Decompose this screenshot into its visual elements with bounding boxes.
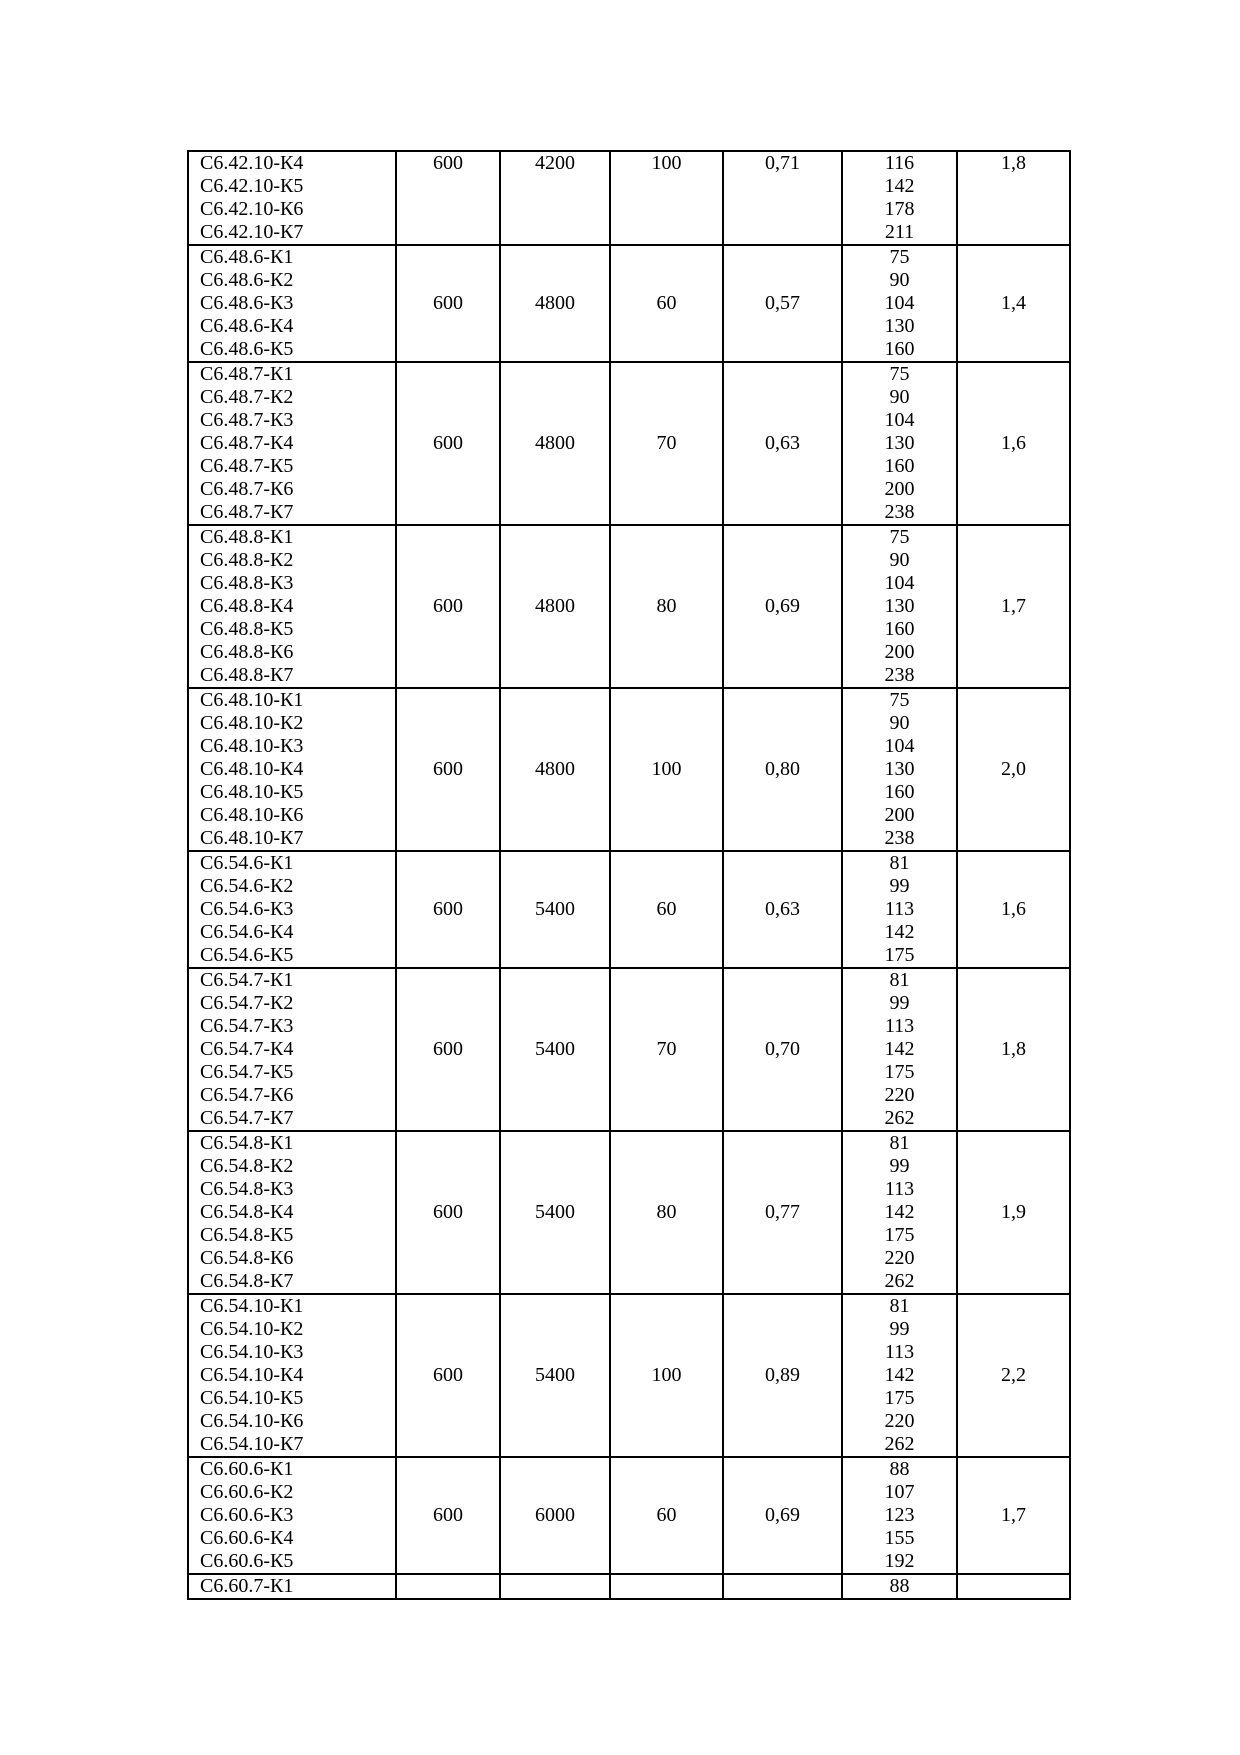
- mark-cell: [188, 525, 396, 688]
- volume-cell: [723, 1574, 842, 1599]
- load-cell: [842, 1574, 957, 1599]
- mass-cell: [957, 1574, 1070, 1599]
- width-cell: 600: [396, 245, 500, 362]
- table-row: [188, 968, 1070, 1131]
- load-cell: [842, 362, 957, 525]
- mark-label: С6.54.6-К2: [200, 875, 294, 897]
- length-cell: 5400: [500, 968, 610, 1131]
- table-row: [188, 1294, 1070, 1457]
- slab-specification-table: [187, 150, 1071, 1600]
- load-cell: [842, 1131, 957, 1294]
- table-row: [188, 1131, 1070, 1294]
- load-value: 81: [889, 969, 910, 991]
- width-cell: 600: [396, 151, 500, 245]
- load-value: 88: [889, 1575, 910, 1597]
- height-cell: 100: [610, 688, 723, 851]
- mark-label: С6.54.6-К1: [200, 852, 294, 874]
- load-value: 220: [884, 1410, 915, 1432]
- load-value: 238: [884, 827, 915, 849]
- mark-label: С6.54.10-К5: [200, 1387, 304, 1409]
- mark-label: С6.48.8-К1: [200, 526, 294, 548]
- load-cell: [842, 688, 957, 851]
- length-cell: 5400: [500, 851, 610, 968]
- mark-label: С6.48.7-К5: [200, 455, 294, 477]
- load-value: 142: [884, 921, 915, 943]
- width-cell: 600: [396, 1457, 500, 1574]
- load-value: 175: [884, 1387, 915, 1409]
- mark-label: С6.42.10-К4: [200, 152, 304, 174]
- load-value: 238: [884, 664, 915, 686]
- width-cell: 600: [396, 688, 500, 851]
- length-cell: 5400: [500, 1294, 610, 1457]
- load-value: 160: [884, 781, 915, 803]
- mark-label: С6.48.7-К4: [200, 432, 294, 454]
- mark-label: С6.48.10-К7: [200, 827, 304, 849]
- mass-cell: 1,6: [957, 851, 1070, 968]
- mark-label: С6.42.10-К7: [200, 221, 304, 243]
- mark-label: С6.48.7-К7: [200, 501, 294, 523]
- mark-label: С6.48.10-К6: [200, 804, 304, 826]
- mark-label: С6.60.6-К3: [200, 1504, 294, 1526]
- mass-cell: 1,4: [957, 245, 1070, 362]
- mark-cell: [188, 688, 396, 851]
- mark-label: С6.54.10-К2: [200, 1318, 304, 1340]
- mark-label: С6.48.10-К2: [200, 712, 304, 734]
- mark-cell: [188, 151, 396, 245]
- length-cell: 4800: [500, 362, 610, 525]
- mass-cell: 1,9: [957, 1131, 1070, 1294]
- load-value: 130: [884, 595, 915, 617]
- load-value: 262: [884, 1270, 915, 1292]
- height-cell: 80: [610, 525, 723, 688]
- width-cell: 600: [396, 851, 500, 968]
- mass-cell: 1,6: [957, 362, 1070, 525]
- height-cell: 60: [610, 1457, 723, 1574]
- width-cell: 600: [396, 1294, 500, 1457]
- mark-label: С6.54.6-К5: [200, 944, 294, 966]
- load-cell: [842, 851, 957, 968]
- load-value: 90: [889, 712, 910, 734]
- mark-label: С6.48.10-К5: [200, 781, 304, 803]
- mark-cell: [188, 1294, 396, 1457]
- length-cell: 6000: [500, 1457, 610, 1574]
- mark-label: С6.48.8-К2: [200, 549, 294, 571]
- mark-label: С6.48.7-К3: [200, 409, 294, 431]
- load-value: 200: [884, 641, 915, 663]
- load-value: 200: [884, 478, 915, 500]
- load-value: 113: [884, 1341, 915, 1363]
- volume-cell: 0,77: [723, 1131, 842, 1294]
- height-cell: 70: [610, 362, 723, 525]
- height-cell: 100: [610, 1294, 723, 1457]
- length-cell: 4200: [500, 151, 610, 245]
- length-cell: 4800: [500, 688, 610, 851]
- load-value: 113: [884, 898, 915, 920]
- load-value: 155: [884, 1527, 915, 1549]
- load-value: 160: [884, 455, 915, 477]
- load-value: 113: [884, 1178, 915, 1200]
- mark-label: С6.54.10-К6: [200, 1410, 304, 1432]
- width-cell: 600: [396, 968, 500, 1131]
- width-cell: [396, 1574, 500, 1599]
- mass-cell: 1,7: [957, 525, 1070, 688]
- mark-label: С6.48.7-К1: [200, 363, 294, 385]
- table-row: [188, 688, 1070, 851]
- load-value: 90: [889, 269, 910, 291]
- mark-label: С6.42.10-К6: [200, 198, 304, 220]
- mark-label: С6.54.7-К2: [200, 992, 294, 1014]
- mark-cell: [188, 968, 396, 1131]
- mark-label: С6.48.6-К2: [200, 269, 294, 291]
- mark-label: С6.60.6-К4: [200, 1527, 294, 1549]
- mark-label: С6.48.10-К3: [200, 735, 304, 757]
- mark-cell: [188, 1457, 396, 1574]
- load-value: 200: [884, 804, 915, 826]
- height-cell: 100: [610, 151, 723, 245]
- load-value: 99: [889, 1155, 910, 1177]
- load-value: 160: [884, 618, 915, 640]
- volume-cell: 0,57: [723, 245, 842, 362]
- load-value: 90: [889, 549, 910, 571]
- load-value: 160: [884, 338, 915, 360]
- table-row: [188, 851, 1070, 968]
- load-value: 262: [884, 1107, 915, 1129]
- load-value: 175: [884, 1224, 915, 1246]
- mark-cell: [188, 362, 396, 525]
- load-cell: [842, 968, 957, 1131]
- load-value: 220: [884, 1084, 915, 1106]
- table-row: [188, 362, 1070, 525]
- load-value: 99: [889, 992, 910, 1014]
- mark-label: С6.54.8-К6: [200, 1247, 294, 1269]
- mark-label: С6.54.8-К3: [200, 1178, 294, 1200]
- load-value: 75: [889, 246, 910, 268]
- mark-cell: [188, 245, 396, 362]
- mark-label: С6.54.7-К6: [200, 1084, 294, 1106]
- mark-label: С6.54.10-К4: [200, 1364, 304, 1386]
- load-value: 75: [889, 363, 910, 385]
- mark-label: С6.54.10-К7: [200, 1433, 304, 1455]
- mark-label: С6.48.6-К5: [200, 338, 294, 360]
- load-value: 130: [884, 432, 915, 454]
- load-value: 142: [884, 1364, 915, 1386]
- load-value: 75: [889, 526, 910, 548]
- mass-cell: 1,7: [957, 1457, 1070, 1574]
- load-value: 116: [884, 152, 915, 174]
- mark-label: С6.42.10-К5: [200, 175, 304, 197]
- mark-label: С6.48.10-К4: [200, 758, 304, 780]
- mark-label: С6.60.7-К1: [200, 1575, 294, 1597]
- load-value: 113: [884, 1015, 915, 1037]
- volume-cell: 0,63: [723, 851, 842, 968]
- table-row: [188, 245, 1070, 362]
- mark-label: С6.48.7-К2: [200, 386, 294, 408]
- load-value: 238: [884, 501, 915, 523]
- load-value: 81: [889, 852, 910, 874]
- mark-label: С6.48.8-К6: [200, 641, 294, 663]
- load-value: 99: [889, 1318, 910, 1340]
- mark-label: С6.54.8-К2: [200, 1155, 294, 1177]
- mark-label: С6.54.8-К4: [200, 1201, 294, 1223]
- length-cell: 4800: [500, 245, 610, 362]
- mark-label: С6.54.8-К5: [200, 1224, 294, 1246]
- load-value: 262: [884, 1433, 915, 1455]
- mark-label: С6.60.6-К5: [200, 1550, 294, 1572]
- table-row: [188, 151, 1070, 245]
- mark-label: С6.54.10-К1: [200, 1295, 304, 1317]
- load-value: 99: [889, 875, 910, 897]
- load-value: 175: [884, 944, 915, 966]
- load-cell: [842, 1457, 957, 1574]
- mark-label: С6.54.8-К1: [200, 1132, 294, 1154]
- length-cell: 5400: [500, 1131, 610, 1294]
- mass-cell: 2,0: [957, 688, 1070, 851]
- volume-cell: 0,63: [723, 362, 842, 525]
- length-cell: 4800: [500, 525, 610, 688]
- volume-cell: 0,70: [723, 968, 842, 1131]
- mass-cell: 1,8: [957, 968, 1070, 1131]
- load-cell: [842, 245, 957, 362]
- mark-label: С6.48.6-К4: [200, 315, 294, 337]
- mark-label: С6.54.7-К3: [200, 1015, 294, 1037]
- load-value: 211: [884, 221, 915, 243]
- mark-label: С6.48.8-К5: [200, 618, 294, 640]
- volume-cell: 0,89: [723, 1294, 842, 1457]
- mark-label: С6.54.7-К5: [200, 1061, 294, 1083]
- mark-label: С6.60.6-К2: [200, 1481, 294, 1503]
- load-value: 130: [884, 315, 915, 337]
- mark-label: С6.60.6-К1: [200, 1458, 294, 1480]
- mark-label: С6.48.6-К1: [200, 246, 294, 268]
- mark-cell: [188, 1574, 396, 1599]
- load-value: 88: [889, 1458, 910, 1480]
- load-cell: [842, 151, 957, 245]
- mark-label: С6.54.7-К7: [200, 1107, 294, 1129]
- load-value: 220: [884, 1247, 915, 1269]
- load-value: 123: [884, 1504, 915, 1526]
- height-cell: 70: [610, 968, 723, 1131]
- mark-label: С6.54.8-К7: [200, 1270, 294, 1292]
- mark-label: С6.48.8-К4: [200, 595, 294, 617]
- mass-cell: 2,2: [957, 1294, 1070, 1457]
- width-cell: 600: [396, 1131, 500, 1294]
- volume-cell: 0,69: [723, 525, 842, 688]
- mark-label: С6.54.7-К1: [200, 969, 294, 991]
- mark-label: С6.48.10-К1: [200, 689, 304, 711]
- mark-label: С6.54.6-К3: [200, 898, 294, 920]
- load-value: 104: [884, 735, 915, 757]
- load-value: 104: [884, 292, 915, 314]
- height-cell: 60: [610, 851, 723, 968]
- load-value: 104: [884, 409, 915, 431]
- load-value: 104: [884, 572, 915, 594]
- height-cell: [610, 1574, 723, 1599]
- mark-label: С6.48.7-К6: [200, 478, 294, 500]
- load-value: 142: [884, 175, 915, 197]
- load-value: 192: [884, 1550, 915, 1572]
- mark-label: С6.54.10-К3: [200, 1341, 304, 1363]
- load-value: 75: [889, 689, 910, 711]
- width-cell: 600: [396, 525, 500, 688]
- load-value: 90: [889, 386, 910, 408]
- volume-cell: 0,80: [723, 688, 842, 851]
- load-cell: [842, 525, 957, 688]
- load-value: 175: [884, 1061, 915, 1083]
- mark-label: С6.54.6-К4: [200, 921, 294, 943]
- table-row: [188, 1574, 1070, 1599]
- table-body: [188, 151, 1070, 1599]
- table-row: [188, 1457, 1070, 1574]
- height-cell: 80: [610, 1131, 723, 1294]
- load-value: 178: [884, 198, 915, 220]
- length-cell: [500, 1574, 610, 1599]
- table-row: [188, 525, 1070, 688]
- load-value: 130: [884, 758, 915, 780]
- height-cell: 60: [610, 245, 723, 362]
- load-value: 142: [884, 1038, 915, 1060]
- volume-cell: 0,71: [723, 151, 842, 245]
- mark-label: С6.48.8-К7: [200, 664, 294, 686]
- mark-cell: [188, 1131, 396, 1294]
- volume-cell: 0,69: [723, 1457, 842, 1574]
- mark-cell: [188, 851, 396, 968]
- load-value: 142: [884, 1201, 915, 1223]
- mark-label: С6.48.8-К3: [200, 572, 294, 594]
- load-value: 81: [889, 1295, 910, 1317]
- width-cell: 600: [396, 362, 500, 525]
- load-value: 81: [889, 1132, 910, 1154]
- load-value: 107: [884, 1481, 915, 1503]
- mass-cell: 1,8: [957, 151, 1070, 245]
- mark-label: С6.54.7-К4: [200, 1038, 294, 1060]
- load-cell: [842, 1294, 957, 1457]
- mark-label: С6.48.6-К3: [200, 292, 294, 314]
